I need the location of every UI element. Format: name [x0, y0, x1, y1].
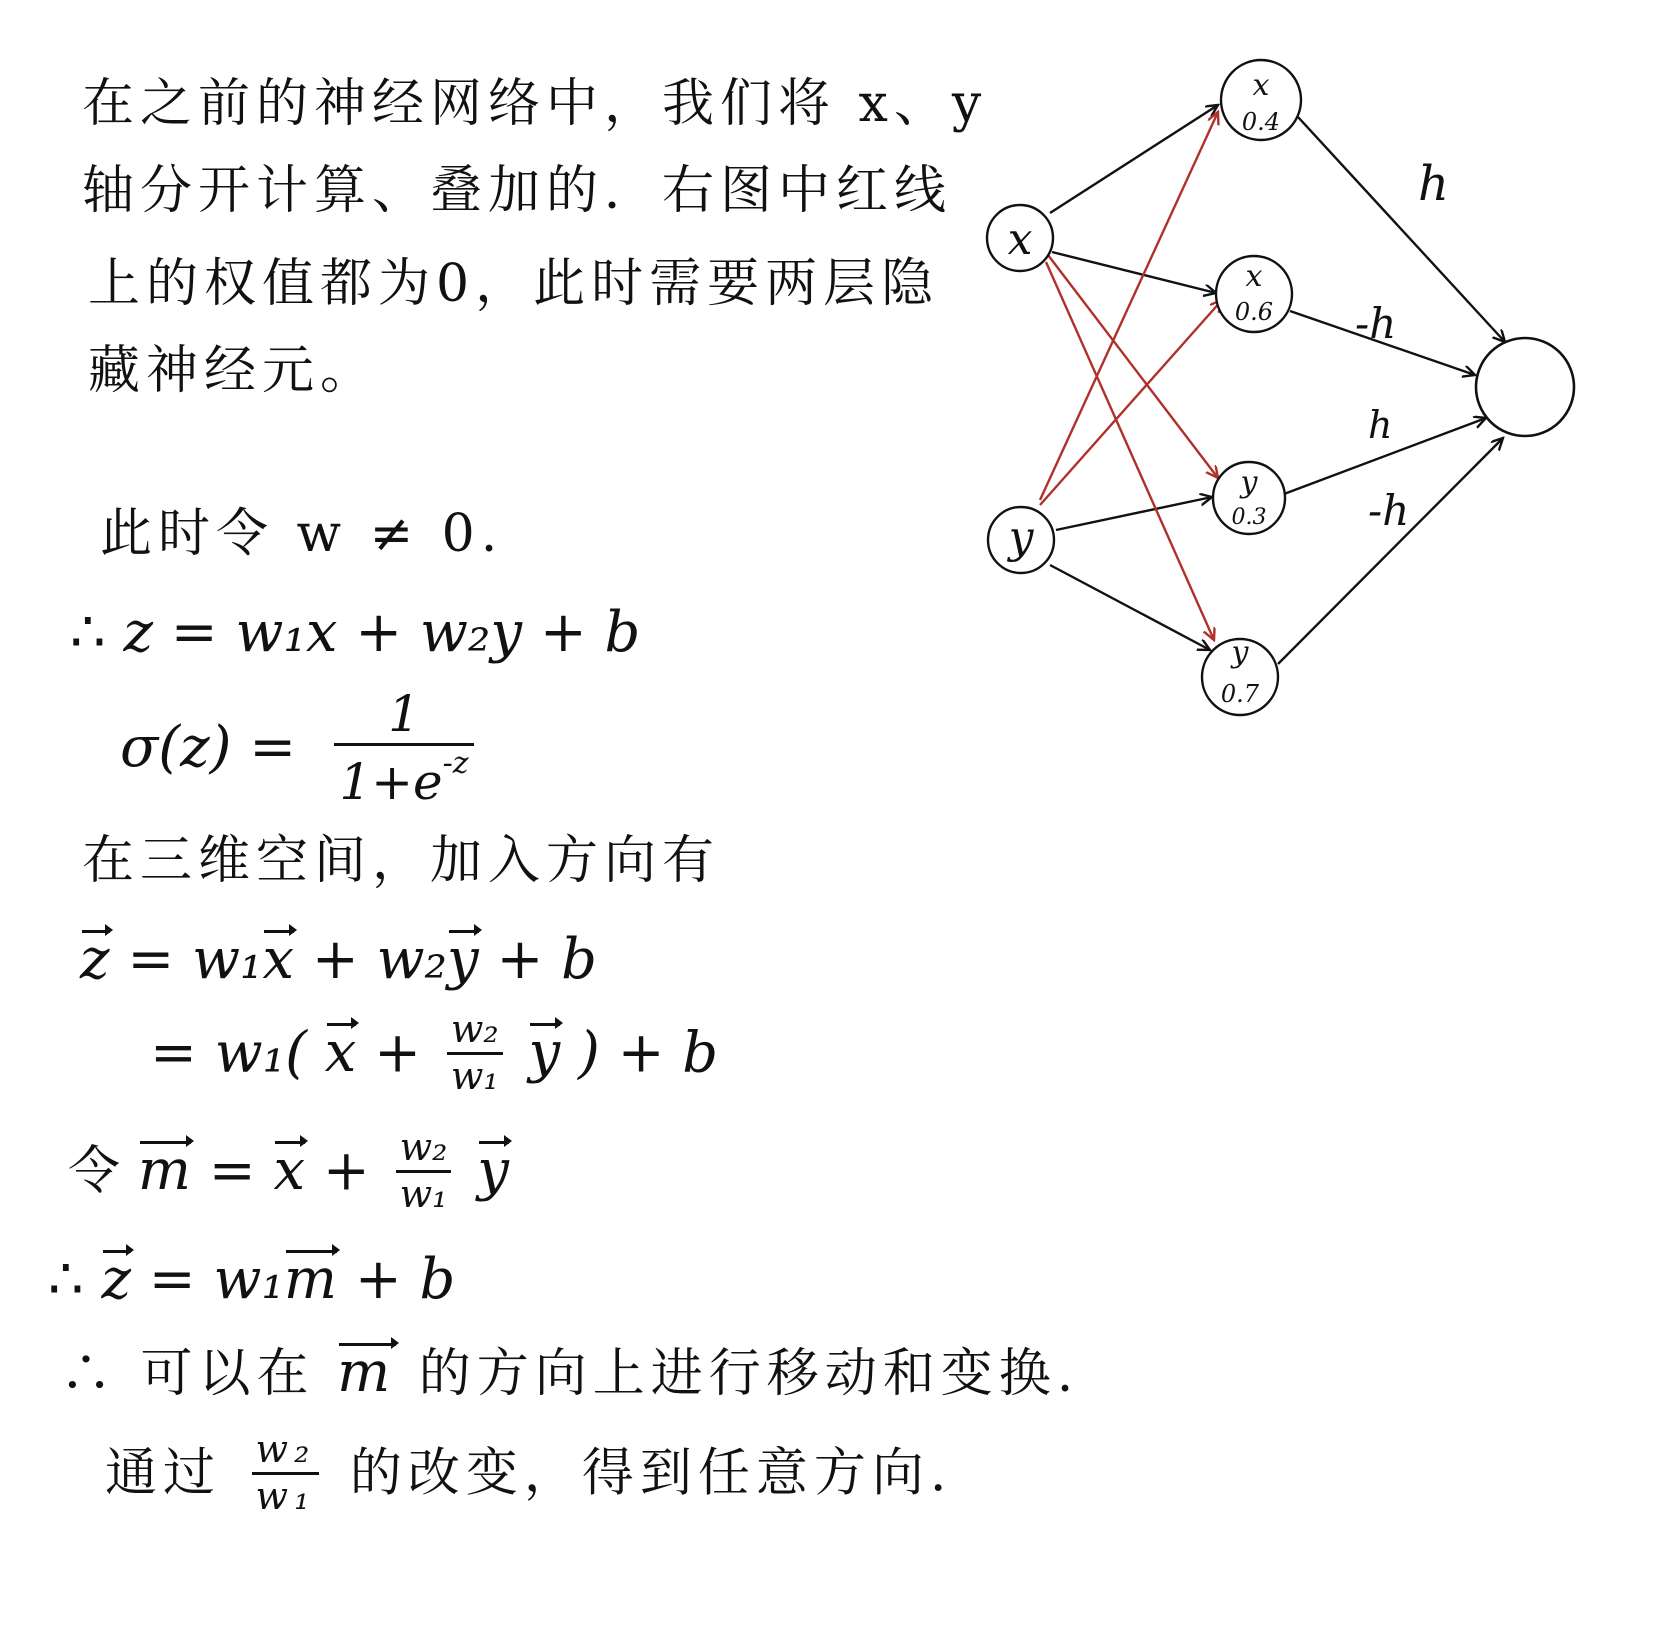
- weight-h2: -h: [1355, 299, 1397, 348]
- fraction-denominator: w₁: [399, 1171, 448, 1216]
- denominator-base: 1+e: [339, 752, 443, 811]
- in-3d-line: 在三维空间，加入方向有: [82, 831, 721, 891]
- therefore-symbol: ∴: [70, 600, 106, 665]
- red-edge-x-h3: [1048, 255, 1218, 478]
- edge-y-h3: [1056, 497, 1212, 530]
- red-edge-x-h4: [1046, 262, 1214, 640]
- plus-sign: +: [374, 1020, 422, 1086]
- weight-h3: h: [1368, 403, 1393, 447]
- plus-sign: +: [322, 1138, 370, 1204]
- conclusion-text: 的改变，得到任意方向.: [349, 1443, 953, 1504]
- eq2-prefix: = w₁(: [150, 1020, 307, 1086]
- weight-h4: -h: [1368, 486, 1410, 535]
- z-symbol: z: [123, 600, 153, 665]
- w2-symbol: w₂: [376, 927, 447, 992]
- fraction-numerator: w₂: [255, 1427, 316, 1471]
- hidden-2-top: x: [1245, 259, 1263, 294]
- paragraph-line-2: 轴分开计算、叠加的．右图中红线: [82, 161, 953, 221]
- vec-y: y: [477, 1138, 509, 1204]
- hidden-2-bias: 0.6: [1234, 298, 1274, 326]
- plus-b: + b: [496, 927, 598, 992]
- edge-h4-out: [1278, 438, 1503, 664]
- edge-x-h2: [1052, 252, 1216, 293]
- hidden-3-bias: 0.3: [1231, 505, 1267, 530]
- hidden-1-top: x: [1252, 68, 1270, 103]
- edge-h1-out: [1298, 117, 1505, 342]
- vec-x: x: [324, 1020, 357, 1086]
- weight-h1: h: [1418, 156, 1449, 212]
- fraction-numerator: w₂: [399, 1125, 448, 1169]
- w1-symbol: w₁: [192, 927, 263, 992]
- fraction-denominator: w₁: [450, 1053, 499, 1098]
- paragraph-line-1: 在之前的神经网络中，我们将 x、y: [82, 74, 988, 134]
- conclusion-prefix: 通过: [105, 1443, 222, 1504]
- let-char: 令: [68, 1141, 121, 1202]
- hidden-3-top: y: [1240, 465, 1258, 500]
- vec-z: z: [80, 927, 110, 992]
- input-label-x: x: [1007, 214, 1033, 265]
- paragraph-line-3: 上的权值都为0，此时需要两层隐: [88, 254, 940, 314]
- therefore-symbol: ∴: [48, 1247, 84, 1312]
- paragraph-line-4: 藏神经元。: [88, 341, 379, 401]
- z-m-rhs: = w₁: [148, 1247, 284, 1312]
- conclusion-text: 的方向上进行移动和变换.: [418, 1344, 1080, 1404]
- hidden-4-top: y: [1231, 635, 1249, 670]
- plus-b: + b: [354, 1247, 456, 1312]
- vec-y: y: [446, 927, 479, 992]
- vec-x: x: [262, 927, 295, 992]
- fraction-denominator: w₁: [255, 1473, 316, 1518]
- plus-sign: +: [311, 927, 359, 992]
- fraction-numerator: w₂: [450, 1007, 499, 1051]
- let-w-line: 此时令 w ≠ 0.: [100, 504, 504, 564]
- vec-m: m: [283, 1247, 337, 1312]
- vec-m: m: [337, 1340, 397, 1405]
- sigmoid-lhs: σ(z) =: [120, 715, 297, 780]
- edge-x-h1: [1050, 105, 1218, 213]
- equals-sign: =: [208, 1138, 256, 1204]
- conclusion-prefix: ∴ 可以在: [60, 1344, 315, 1404]
- output-node: [1476, 338, 1574, 436]
- vec-x: x: [273, 1138, 306, 1204]
- sigmoid-numerator: 1: [388, 685, 420, 743]
- vec-m: m: [137, 1138, 191, 1204]
- vec-y: y: [528, 1020, 561, 1086]
- eq2-tail: ) + b: [577, 1020, 719, 1086]
- hidden-1-bias: 0.4: [1241, 108, 1281, 136]
- denominator-exponent: -z: [442, 745, 469, 781]
- equals-sign: =: [127, 927, 175, 992]
- z-rhs: = w₁x + w₂y + b: [170, 600, 641, 665]
- input-label-y: y: [1008, 512, 1034, 563]
- hidden-4-bias: 0.7: [1220, 680, 1260, 708]
- vec-z: z: [101, 1247, 131, 1312]
- red-edge-y-h2: [1040, 300, 1222, 505]
